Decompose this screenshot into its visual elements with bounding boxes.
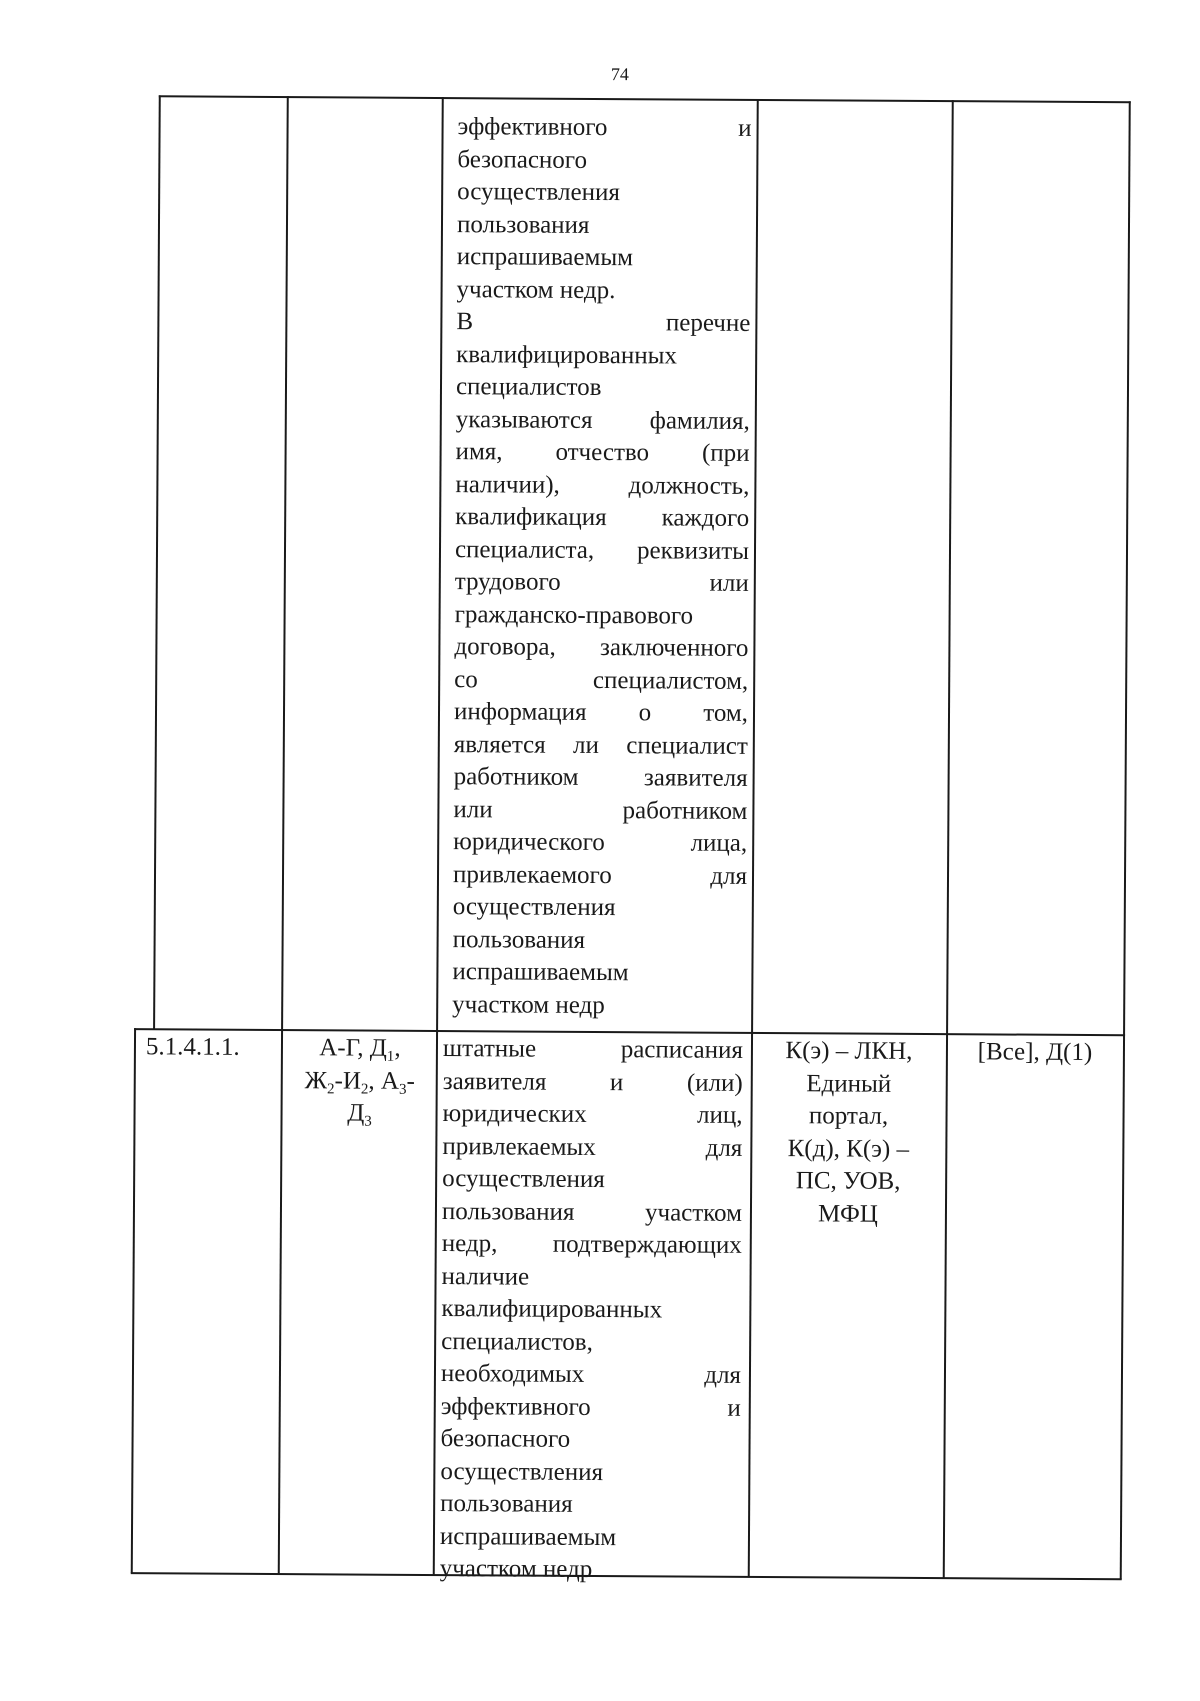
requirements-text-line	[456, 371, 750, 405]
document-text-word: расписания	[620, 1036, 744, 1064]
document-text-line	[442, 1131, 742, 1165]
submission-method-line: К(д), К(э) –	[787, 1134, 910, 1163]
document-text-line	[440, 1521, 740, 1555]
requirements-text-word: о	[638, 699, 652, 727]
requirements-text-word: осуществления	[457, 178, 620, 207]
requirements-text-line	[454, 761, 748, 795]
requirements-text-line	[456, 436, 750, 470]
requirements-text-line	[456, 404, 750, 438]
requirements-text-word: фамилия,	[649, 406, 750, 435]
submission-method-line: Единый	[806, 1069, 892, 1098]
document-text-word: квалифицированных	[441, 1295, 663, 1324]
requirements-text-word: работником	[622, 796, 748, 825]
document-text-word: подтверждающих	[552, 1230, 742, 1259]
requirements-text-word: реквизиты	[637, 536, 750, 565]
requirements-text-line	[455, 566, 749, 600]
requirements-text-line	[454, 631, 748, 665]
document-text-word: (или)	[686, 1069, 743, 1097]
requirements-text-line	[452, 989, 746, 1023]
table-top-border	[159, 95, 1131, 103]
document-text-line	[442, 1228, 742, 1262]
document-text-word: участком	[644, 1198, 743, 1227]
document-text-word: безопасного	[440, 1425, 571, 1453]
requirements-text-word: лица,	[690, 829, 748, 857]
requirements-text-word: специалистов	[455, 373, 602, 402]
document-text-word: для	[705, 1134, 743, 1162]
requirements-text-word: договора,	[454, 633, 556, 661]
document-text-line	[441, 1391, 741, 1425]
requirements-text-cell	[452, 111, 752, 1023]
requirements-text-word: имя,	[455, 438, 503, 466]
document-text-line	[442, 1098, 742, 1132]
document-text-word: осуществления	[440, 1457, 604, 1486]
requirements-text-line	[454, 696, 748, 730]
requirements-text-word: участком недр	[452, 990, 605, 1019]
submission-methods-cell	[757, 1035, 940, 1231]
requirements-text-line	[453, 891, 747, 925]
requirements-text-line	[454, 664, 748, 698]
requirements-text-word: и	[738, 114, 752, 142]
document-text-word: необходимых	[440, 1360, 585, 1388]
requirements-text-word: безопасного	[457, 145, 588, 174]
requirements-text-word: каждого	[661, 504, 750, 532]
requirements-text-word: для	[710, 862, 748, 890]
requirements-text-word: пользования	[452, 925, 586, 954]
requirements-text-line	[456, 274, 750, 308]
submission-method-line: портал,	[808, 1102, 889, 1130]
document-text-cell	[440, 1033, 743, 1587]
requirements-text-line	[453, 794, 747, 828]
document-text-line	[442, 1196, 742, 1230]
requirements-text-word: заявителя	[643, 764, 748, 792]
requirements-text-word: трудового	[454, 568, 561, 596]
requirements-text-line	[455, 469, 749, 503]
row-number: 5.1.4.1.1.	[145, 1033, 240, 1061]
requirements-text-word: со	[454, 665, 478, 693]
document-text-line	[442, 1163, 742, 1197]
document-text-line	[441, 1293, 741, 1327]
requirements-text-word: В	[456, 308, 474, 336]
requirements-text-line	[455, 534, 749, 568]
requirements-text-word: гражданско-правового	[454, 600, 694, 630]
document-text-line	[440, 1488, 740, 1522]
submission-method-line: ПС, УОВ,	[795, 1167, 901, 1195]
document-text-word: испрашиваемым	[439, 1522, 617, 1551]
requirements-text-word: перечне	[665, 309, 751, 337]
document-text-line	[441, 1326, 741, 1360]
requirements-text-word: заключенного	[599, 634, 749, 662]
requirements-text-line	[456, 339, 750, 373]
submission-method-line: К(э) – ЛКН,	[785, 1037, 913, 1065]
requirements-text-line	[453, 859, 747, 893]
requirements-text-line	[456, 306, 750, 340]
document-text-word: наличие	[441, 1262, 530, 1291]
requirements-text-word: или	[453, 795, 493, 823]
document-text-word: для	[704, 1361, 742, 1389]
document-text-line	[440, 1423, 740, 1457]
table-left-border	[153, 95, 161, 1029]
document-text-line	[441, 1358, 741, 1392]
requirements-text-word: или	[709, 569, 749, 597]
submission-method-line: МФЦ	[818, 1199, 878, 1228]
requirements-text-line	[454, 729, 748, 763]
document-text-word: заявителя	[442, 1067, 547, 1096]
requirements-text-word: испрашиваемым	[452, 958, 629, 987]
requirements-text-word: участком недр.	[456, 275, 616, 304]
document-text-line	[440, 1456, 740, 1490]
requirements-text-word: (при	[701, 439, 750, 467]
document-text-word: специалистов,	[441, 1327, 594, 1356]
requirements-text-word: указываются	[455, 405, 593, 434]
requirements-text-word: наличии),	[455, 470, 560, 499]
applicability-cell	[285, 1032, 434, 1130]
requirements-text-line	[455, 501, 749, 535]
table-right-border	[1120, 101, 1131, 1579]
applicability-line-3: $Д_3$	[347, 1099, 372, 1130]
document-text-word: пользования	[441, 1197, 575, 1226]
requirements-text-line	[453, 826, 747, 860]
table-left-border-lower	[131, 1028, 136, 1573]
requirements-text-word: специалиста,	[454, 535, 595, 564]
requirements-text-word: осуществления	[452, 893, 616, 922]
requirements-text-word: квалифицированных	[456, 340, 678, 369]
requirements-text-word: испрашиваемым	[456, 243, 634, 272]
requirements-text-line	[457, 144, 751, 178]
requirements-text-word: является	[453, 730, 546, 759]
requirements-text-word: отчество	[555, 438, 650, 467]
document-text-line	[440, 1553, 740, 1587]
requirements-text-line	[452, 956, 746, 990]
document-text-line	[443, 1066, 743, 1100]
requirements-text-line	[457, 111, 751, 145]
document-text-word: привлекаемых	[442, 1132, 596, 1161]
requirements-text-word: привлекаемого	[452, 860, 612, 889]
requirements-text-word: квалификация	[455, 503, 607, 532]
document-text-word: и	[609, 1068, 624, 1096]
document-text-word: пользования	[440, 1490, 573, 1518]
applicability-line-1: А-Г, $Д_1$,	[319, 1034, 401, 1065]
requirements-text-word: юридического	[453, 828, 605, 857]
requirements-text-word: специалист	[626, 731, 748, 760]
document-text-word: участком недр	[439, 1555, 593, 1583]
document-text-line	[441, 1261, 741, 1295]
requirements-text-line	[457, 176, 751, 210]
document-text-word: штатные	[442, 1035, 537, 1063]
form-code: [Все], Д(1)	[977, 1038, 1093, 1067]
requirements-text-word: эффективного	[457, 113, 608, 142]
requirements-text-line	[457, 209, 751, 243]
row-number-cell	[146, 1031, 276, 1064]
document-text-word: эффективного	[440, 1392, 591, 1421]
document-text-word: и	[727, 1394, 741, 1422]
requirements-text-line	[455, 599, 749, 633]
requirements-text-word: информация	[453, 698, 587, 726]
requirements-text-line	[457, 241, 751, 275]
document-text-word: осуществления	[442, 1165, 605, 1194]
document-text-word: недр,	[441, 1230, 498, 1258]
requirements-text-word: должность,	[628, 471, 750, 500]
document-text-word: лиц,	[696, 1101, 743, 1129]
column-divider-4	[943, 100, 954, 1578]
requirements-text-word: том,	[703, 699, 749, 727]
document-text-word: юридических	[442, 1100, 587, 1128]
requirements-text-word: специалистом,	[592, 666, 749, 695]
requirements-text-word: пользования	[456, 210, 590, 239]
requirements-text-word: ли	[572, 731, 599, 759]
page-number: 74	[610, 64, 629, 85]
column-divider-1	[278, 96, 289, 1574]
form-code-cell	[950, 1036, 1120, 1070]
requirements-text-word: работником	[453, 763, 579, 791]
applicability-line-2: $Ж_2-И_2$, $А_3-$	[304, 1066, 415, 1098]
requirements-text-line	[453, 924, 747, 958]
document-text-line	[443, 1033, 743, 1067]
